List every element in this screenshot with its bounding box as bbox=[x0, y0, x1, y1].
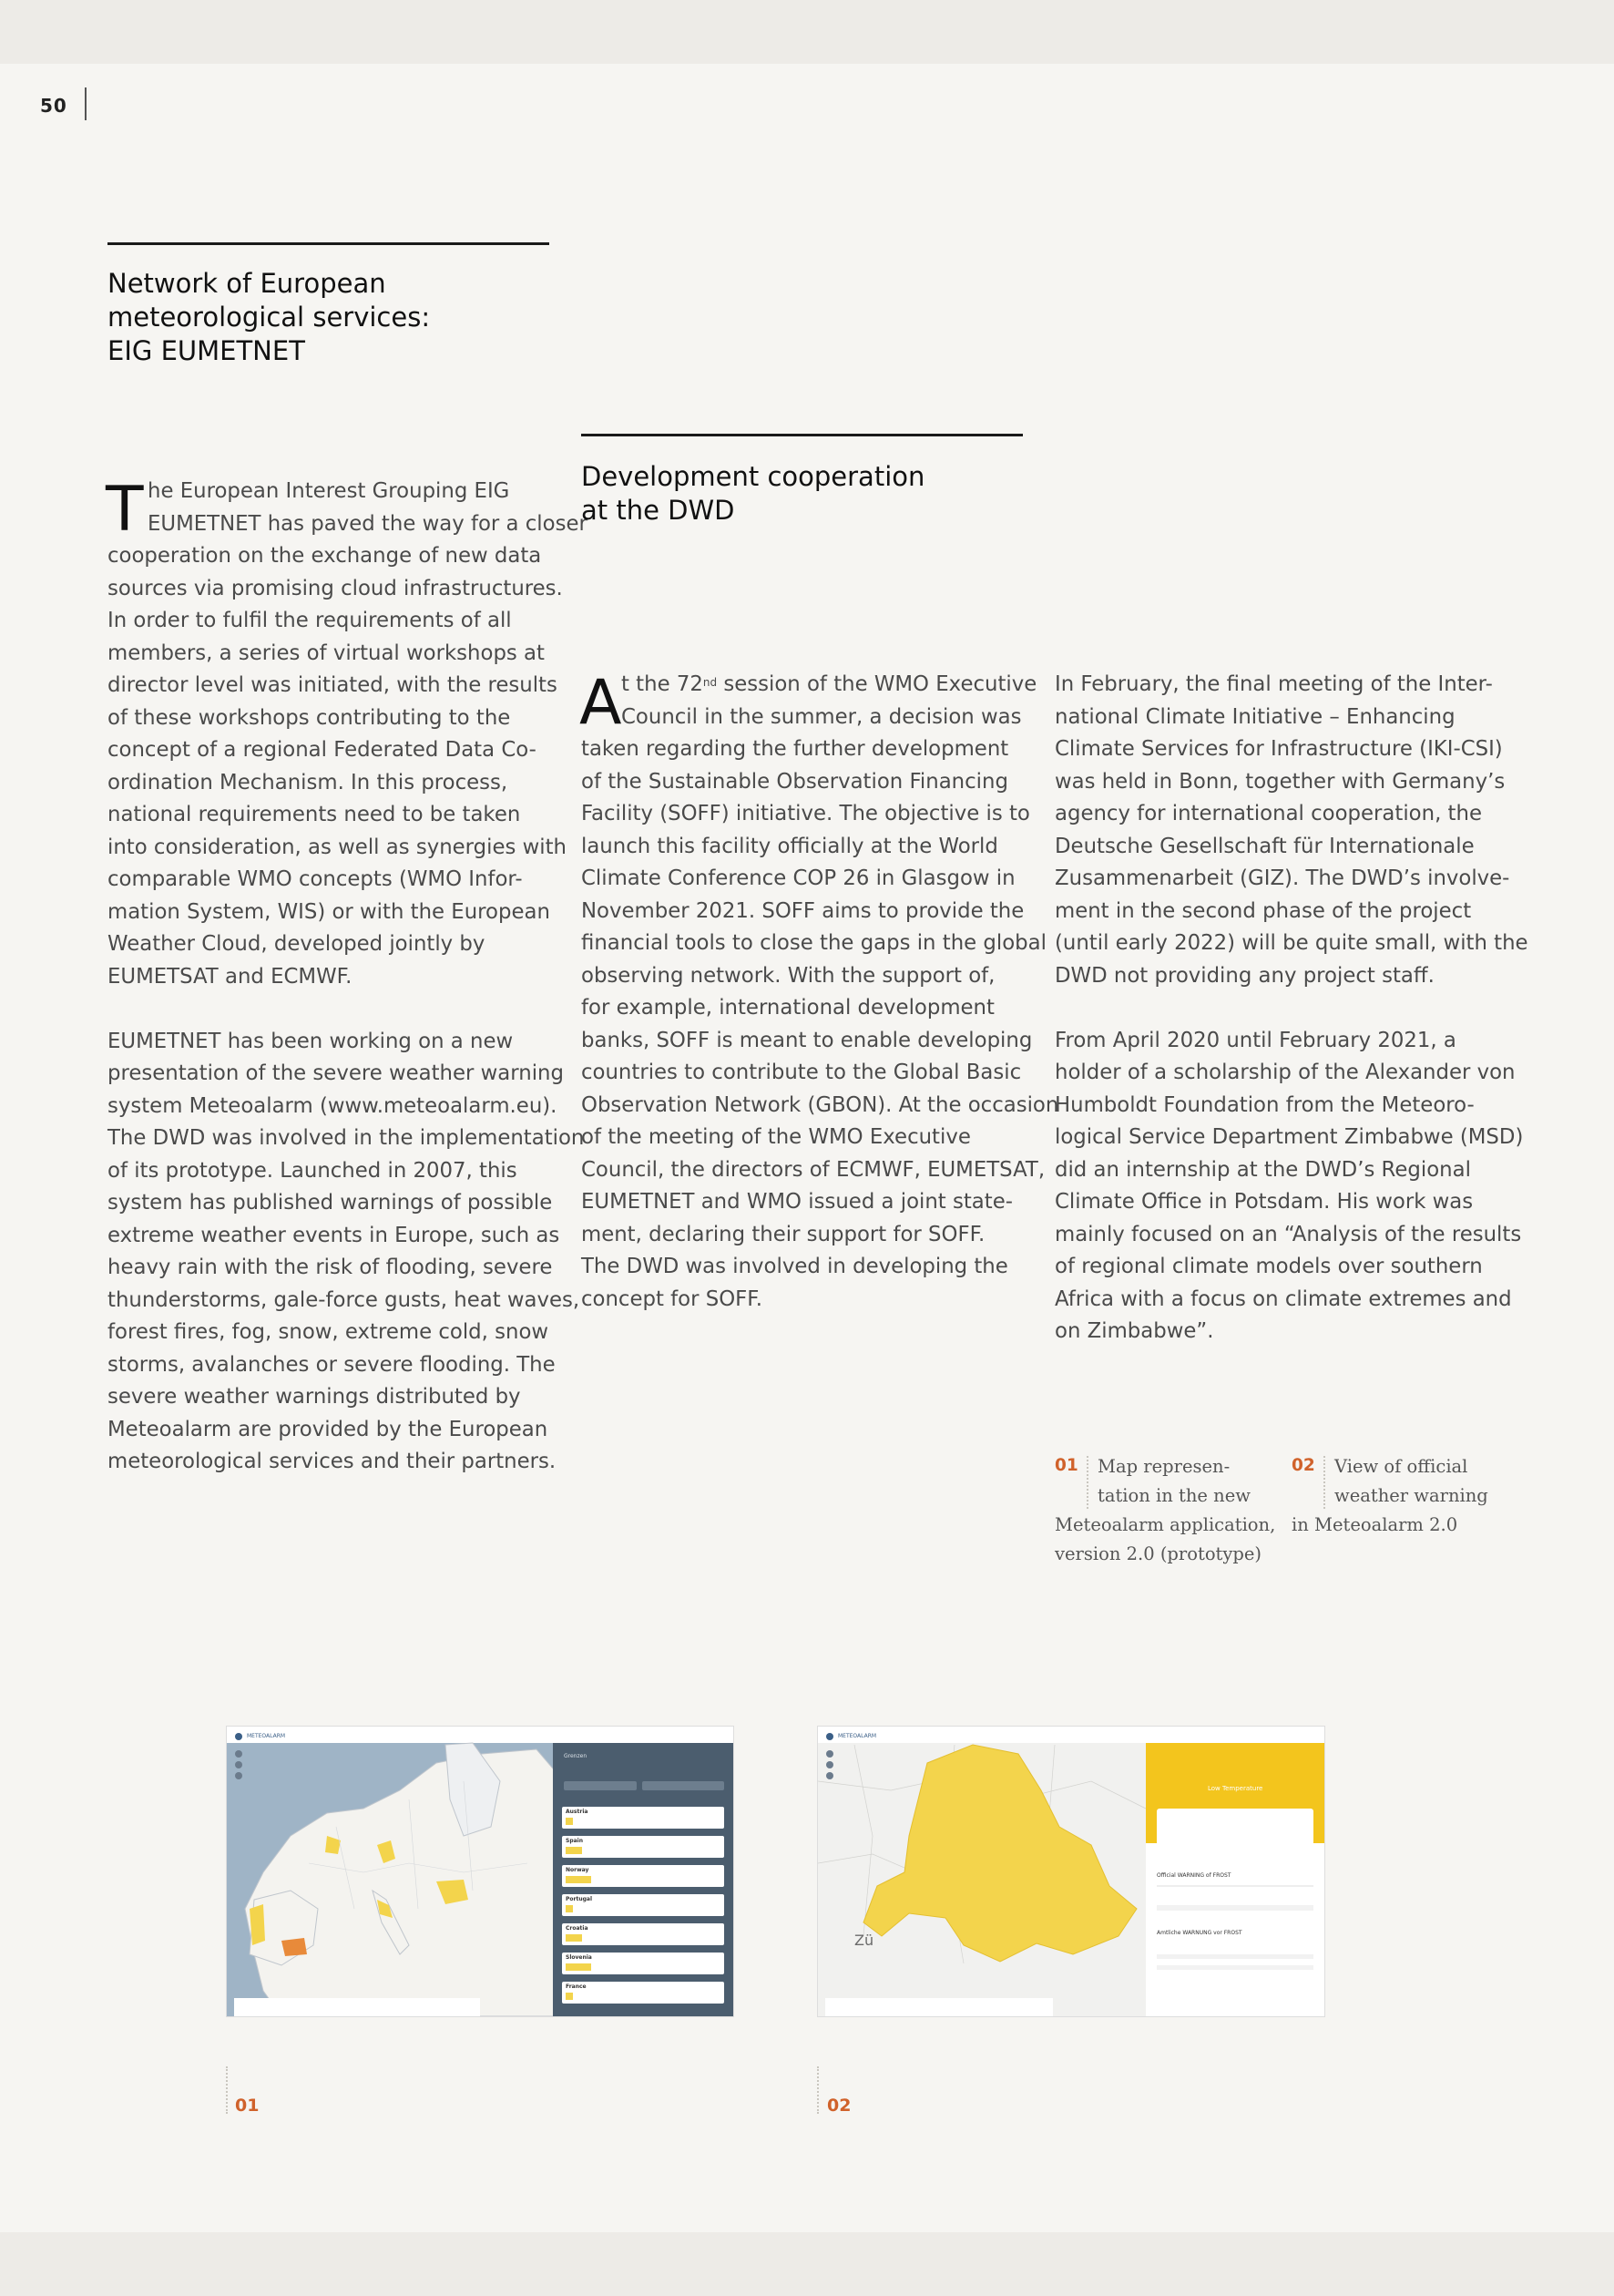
text-line: t the 72nd session of the WMO Executive bbox=[621, 672, 1037, 696]
text-line: ment, declaring their support for SOFF. bbox=[581, 1222, 986, 1246]
text-line: DWD not providing any project staff. bbox=[1055, 963, 1435, 988]
text-line: Climate Services for Infrastructure (IKI-CSI) bbox=[1055, 737, 1503, 761]
section1-title-line: meteorological services: bbox=[107, 302, 431, 333]
caption-line: tation in the new bbox=[1098, 1485, 1251, 1506]
caption-line: in Meteoalarm 2.0 bbox=[1292, 1514, 1458, 1535]
text-line: sources via promising cloud infrastructures. bbox=[107, 576, 563, 600]
country-card bbox=[562, 1953, 724, 1974]
page-number-divider bbox=[85, 87, 87, 120]
page-number: 50 bbox=[40, 95, 67, 117]
country-card bbox=[562, 1923, 724, 1945]
text-line: mainly focused on an “Analysis of the results bbox=[1055, 1222, 1522, 1246]
text-line: Observation Network (GBON). At the occasion bbox=[581, 1092, 1059, 1117]
text-line: concept for SOFF. bbox=[581, 1286, 762, 1311]
section1-paragraph-1 bbox=[107, 540, 587, 993]
bottom-band bbox=[0, 2232, 1614, 2296]
warning-level-swatch bbox=[566, 1818, 573, 1825]
text-line: did an internship at the DWD’s Regional bbox=[1055, 1157, 1471, 1182]
section3-paragraph-2 bbox=[1055, 1025, 1528, 1348]
section1-body bbox=[107, 476, 587, 1479]
text-line: Facility (SOFF) initiative. The objective is to bbox=[581, 802, 1030, 825]
caption-line: version 2.0 (prototype) bbox=[1055, 1543, 1262, 1564]
country-card-name: Croatia bbox=[566, 1925, 588, 1932]
text-line: cooperation on the exchange of new data bbox=[107, 544, 542, 568]
country-card bbox=[562, 1807, 724, 1829]
text-line: extreme weather events in Europe, such as bbox=[107, 1223, 560, 1247]
figure-2-map-label: Zü bbox=[854, 1932, 874, 1949]
section1-title-line: Network of European bbox=[107, 268, 386, 299]
caption-1-number: 01 bbox=[1055, 1456, 1078, 1475]
country-card-name: France bbox=[566, 1983, 587, 1990]
country-card-name: Portugal bbox=[566, 1896, 593, 1902]
warning-level-swatch bbox=[566, 1905, 573, 1912]
text-line: of the meeting of the WMO Executive bbox=[581, 1125, 971, 1149]
country-card bbox=[562, 1894, 724, 1916]
section2-rule bbox=[581, 434, 1023, 436]
country-card-name: Austria bbox=[566, 1809, 588, 1815]
text-line: Climate Office in Potsdam. His work was bbox=[1055, 1190, 1474, 1214]
text-line: EUMETNET has been working on a new bbox=[107, 1029, 514, 1053]
text-line: system has published warnings of possible bbox=[107, 1191, 553, 1215]
text-line: members, a series of virtual workshops at bbox=[107, 641, 545, 665]
warning-level-swatch bbox=[566, 1876, 591, 1883]
section3-paragraph-1 bbox=[1055, 669, 1528, 992]
text-line: storms, avalanches or severe flooding. The bbox=[107, 1352, 556, 1377]
text-line: Zusammenarbeit (GIZ). The DWD’s involve- bbox=[1055, 866, 1510, 890]
germany-frost-map-illustration bbox=[818, 1727, 1324, 2016]
country-card bbox=[562, 1865, 724, 1887]
warning-level-swatch bbox=[566, 1847, 582, 1854]
figure-2-card-title: Low Temperature bbox=[1208, 1785, 1263, 1792]
text-line: Meteoalarm are provided by the European bbox=[107, 1417, 548, 1441]
country-card bbox=[562, 1836, 724, 1858]
text-line: Deutsche Gesellschaft für Internationale bbox=[1055, 834, 1475, 858]
text-line: The DWD was involved in developing the bbox=[581, 1255, 1008, 1278]
section2-title-line: at the DWD bbox=[581, 495, 735, 526]
section2-title bbox=[581, 460, 924, 528]
text-line: EUMETSAT and ECMWF. bbox=[107, 964, 352, 989]
text-line: agency for international cooperation, the bbox=[1055, 802, 1482, 825]
text-line: In order to fulfil the requirements of all bbox=[107, 609, 512, 632]
figure-2-screenshot bbox=[817, 1726, 1325, 2017]
text-line: EUMETNET has paved the way for a closer bbox=[148, 511, 587, 536]
caption-line: Map represen- bbox=[1098, 1456, 1231, 1477]
text-line: he European Interest Grouping EIG bbox=[148, 479, 510, 503]
text-line: comparable WMO concepts (WMO Infor- bbox=[107, 867, 523, 891]
country-card-name: Slovenia bbox=[566, 1954, 592, 1961]
text-line: of regional climate models over southern bbox=[1055, 1255, 1483, 1278]
text-line: heavy rain with the risk of flooding, severe bbox=[107, 1256, 553, 1279]
figure-1-country-list bbox=[562, 1807, 724, 2011]
figure-1-number: 01 bbox=[235, 2096, 260, 2116]
section1-title-line: EIG EUMETNET bbox=[107, 335, 305, 366]
text-line: Africa with a focus on climate extremes and bbox=[1055, 1286, 1512, 1311]
text-line: severe weather warnings distributed by bbox=[107, 1385, 521, 1409]
text-line: Humboldt Foundation from the Meteoro- bbox=[1055, 1092, 1475, 1117]
text-line: EUMETNET and WMO issued a joint state- bbox=[581, 1190, 1013, 1214]
text-line: presentation of the severe weather warning bbox=[107, 1061, 564, 1085]
text-line: system Meteoalarm (www.meteoalarm.eu). bbox=[107, 1093, 557, 1118]
warning-level-swatch bbox=[566, 1934, 582, 1942]
text-line: countries to contribute to the Global Basic bbox=[581, 1061, 1022, 1084]
caption-line: weather warning bbox=[1334, 1485, 1488, 1506]
figure-1-screenshot bbox=[226, 1726, 734, 2017]
figure-1-brand: METEOALARM bbox=[247, 1733, 286, 1739]
text-line: Council in the summer, a decision was bbox=[621, 704, 1022, 729]
text-line: on Zimbabwe”. bbox=[1055, 1319, 1214, 1343]
text-line: The DWD was involved in the implementation bbox=[107, 1126, 585, 1150]
text-line: forest fires, fog, snow, extreme cold, snow bbox=[107, 1320, 549, 1344]
section1-rule bbox=[107, 242, 549, 245]
text-line: national requirements need to be taken bbox=[107, 803, 521, 826]
text-line: ment in the second phase of the project bbox=[1055, 898, 1472, 923]
text-line: financial tools to close the gaps in the global bbox=[581, 931, 1047, 955]
text-line: (until early 2022) will be quite small, with the bbox=[1055, 931, 1528, 955]
text-line: logical Service Department Zimbabwe (MSD) bbox=[1055, 1125, 1524, 1149]
caption-1 bbox=[1055, 1452, 1275, 1569]
text-line: In February, the final meeting of the Inter- bbox=[1055, 672, 1493, 696]
caption-2 bbox=[1292, 1452, 1488, 1540]
warning-level-swatch bbox=[566, 1993, 573, 2000]
text-line: launch this facility officially at the World bbox=[581, 834, 998, 858]
figure-2-number-divider bbox=[817, 2066, 819, 2114]
caption-line: View of official bbox=[1334, 1456, 1468, 1477]
text-line: From April 2020 until February 2021, a bbox=[1055, 1028, 1456, 1052]
text-line: meteorological services and their partners. bbox=[107, 1450, 557, 1473]
text-line: national Climate Initiative – Enhancing bbox=[1055, 704, 1456, 729]
country-card-name: Norway bbox=[566, 1867, 589, 1873]
figure-2-number: 02 bbox=[827, 2096, 852, 2116]
text-line: was held in Bonn, together with Germany’s bbox=[1055, 769, 1506, 794]
section2-title-line: Development cooperation bbox=[581, 461, 925, 492]
text-line: ordination Mechanism. In this process, bbox=[107, 770, 508, 794]
figure-1-panel-title: Grenzen bbox=[564, 1753, 587, 1759]
figure-2-warning-2: Amtliche WARNUNG vor FROST bbox=[1157, 1930, 1242, 1936]
text-line: of its prototype. Launched in 2007, this bbox=[107, 1158, 517, 1183]
figure-2-brand: METEOALARM bbox=[838, 1733, 877, 1739]
text-line: thunderstorms, gale-force gusts, heat waves, bbox=[107, 1287, 580, 1312]
section1-paragraph-2 bbox=[107, 1026, 587, 1479]
section3-body bbox=[1055, 669, 1528, 1348]
text-line: banks, SOFF is meant to enable developing bbox=[581, 1028, 1033, 1052]
text-line: mation System, WIS) or with the European bbox=[107, 899, 550, 924]
text-line: director level was initiated, with the results bbox=[107, 673, 557, 697]
text-line: for example, international development bbox=[581, 996, 995, 1020]
text-line: taken regarding the further development bbox=[581, 737, 1009, 761]
caption-2-number: 02 bbox=[1292, 1456, 1315, 1475]
section1-title bbox=[107, 267, 430, 368]
figure-2-warning-1: Official WARNING of FROST bbox=[1157, 1872, 1231, 1879]
text-line: of these workshops contributing to the bbox=[107, 705, 511, 730]
text-line: observing network. With the support of, bbox=[581, 963, 996, 988]
figure-1-number-divider bbox=[226, 2066, 228, 2114]
text-line: into consideration, as well as synergies with bbox=[107, 835, 567, 859]
section2-dropcap: A bbox=[579, 667, 622, 739]
text-line: Council, the directors of ECMWF, EUMETSAT, bbox=[581, 1157, 1046, 1182]
top-band bbox=[0, 0, 1614, 64]
text-line: November 2021. SOFF aims to provide the bbox=[581, 898, 1025, 923]
text-line: Weather Cloud, developed jointly by bbox=[107, 932, 485, 956]
text-line: concept of a regional Federated Data Co- bbox=[107, 738, 536, 762]
section1-dropcap: T bbox=[106, 474, 144, 546]
text-line: of the Sustainable Observation Financing bbox=[581, 769, 1008, 794]
country-card bbox=[562, 1982, 724, 2004]
caption-line: Meteoalarm application, bbox=[1055, 1514, 1276, 1535]
section2-paragraph-1 bbox=[581, 733, 1058, 1316]
country-card-name: Spain bbox=[566, 1838, 583, 1844]
text-line: holder of a scholarship of the Alexander von bbox=[1055, 1061, 1516, 1084]
warning-level-swatch bbox=[566, 1963, 591, 1971]
text-line: Climate Conference COP 26 in Glasgow in bbox=[581, 866, 1016, 890]
section2-body bbox=[581, 669, 1058, 1316]
